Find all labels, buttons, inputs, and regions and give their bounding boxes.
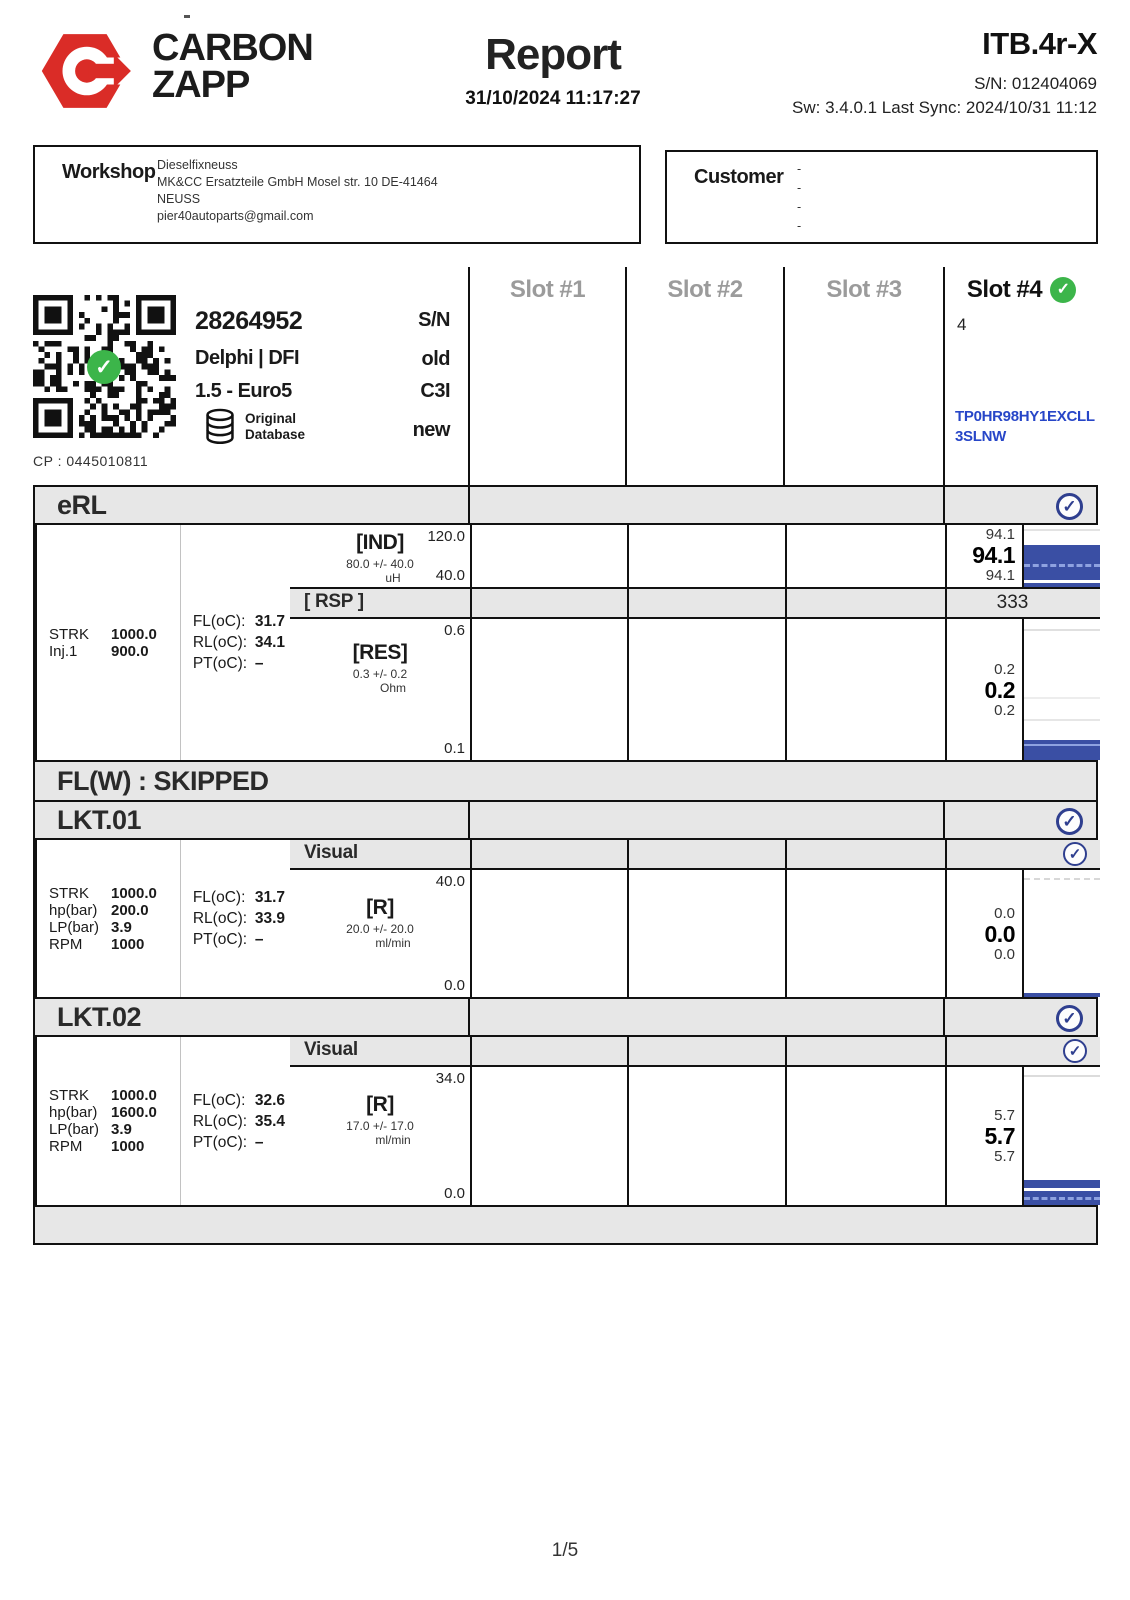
res-test-info: 0.6 0.1 [RES] 0.3 +/- 0.2 Ohm	[290, 619, 470, 760]
lkt02-visual-check-icon: ✓	[1063, 1039, 1087, 1063]
lkt01-conditions-cell	[35, 840, 290, 997]
lkt02-r-slot3-cell	[785, 1067, 945, 1205]
slot-header-row	[33, 267, 1098, 487]
customer-box	[665, 150, 1098, 244]
customer-line: -	[797, 162, 802, 176]
res-test-row	[290, 619, 1100, 760]
carbon-zapp-logo-icon	[38, 26, 132, 116]
ind-result-value: 94.1	[972, 542, 1015, 568]
lkt02-visual-label: Visual	[304, 1039, 358, 1060]
lkt01-title: LKT.01	[57, 805, 142, 835]
erl-section-header	[33, 485, 1098, 525]
lkt02-r-slot1-cell	[470, 1067, 627, 1205]
database-icon	[203, 408, 237, 449]
lkt01-section-header	[33, 800, 1098, 840]
customer-line: -	[797, 200, 802, 214]
customer-line: -	[797, 219, 802, 233]
customer-label: Customer	[694, 166, 784, 188]
res-slot2-cell	[627, 619, 785, 760]
res-result-value: 0.2	[984, 676, 1015, 703]
rsp-slot3-cell	[785, 589, 945, 617]
customer-line: -	[797, 181, 802, 195]
database-label: Original Database	[245, 411, 306, 442]
ind-test-info: 120.0 40.0 [IND] 80.0 +/- 40.0 uH	[290, 525, 470, 587]
rsp-test-info	[290, 589, 470, 617]
ind-test-name: [IND]	[356, 531, 404, 554]
ind-slot4-cell: 94.1 94.1 94.1	[945, 525, 1100, 587]
lkt01-visual-label-cell	[290, 840, 470, 868]
rsp-test-name: [ RSP ]	[304, 591, 364, 612]
lkt01-body	[33, 840, 1098, 999]
label-c3i: C3I	[420, 380, 450, 402]
lkt01-visual-label: Visual	[304, 842, 358, 863]
lkt02-r-slot4-cell: 5.7 5.7 5.7	[945, 1067, 1100, 1205]
lkt02-pass-check-icon: ✓	[1056, 1005, 1083, 1032]
res-test-name: [RES]	[352, 641, 408, 664]
lkt01-visual-slot2	[627, 840, 785, 868]
ind-bar-chart	[1022, 525, 1100, 587]
ind-slot2-cell	[627, 525, 785, 587]
erl-body	[33, 525, 1098, 762]
workshop-city: NEUSS	[157, 192, 201, 206]
slot1-header-cell	[468, 267, 625, 487]
lkt01-r-test-name: [R]	[366, 896, 394, 919]
res-slot4-cell: 0.2 0.2 0.2	[945, 619, 1100, 760]
lkt01-visual-slot3	[785, 840, 945, 868]
lkt01-pass-check-icon: ✓	[1056, 808, 1083, 835]
ind-slot1-cell	[470, 525, 627, 587]
machine-serial: S/N: 012404069	[974, 74, 1097, 93]
lkt01-r-slot1-cell	[470, 870, 627, 997]
lkt01-visual-slot4	[945, 840, 1100, 868]
results-table	[33, 267, 1098, 1245]
lkt02-r-slot2-cell	[627, 1067, 785, 1205]
slot2-header-cell	[625, 267, 783, 487]
lkt01-params: STRK 1000.0 hp(bar) 200.0 LP(bar) 3.9 RPM 1000	[49, 884, 157, 953]
slot2-title: Slot #2	[667, 276, 743, 303]
res-slot3-cell	[785, 619, 945, 760]
ind-test-row	[290, 525, 1100, 589]
lkt01-r-test-row	[290, 870, 1100, 997]
brand-line2: ZAPP	[152, 64, 250, 106]
res-bar-chart	[1022, 619, 1100, 760]
slot4-number: 4	[957, 315, 967, 334]
lkt02-temperatures: FL(oC): 32.6 RL(oC): 35.4 PT(oC): –	[192, 1091, 286, 1151]
lkt02-body	[33, 1037, 1098, 1207]
page-title: Report	[485, 30, 621, 79]
lkt02-visual-slot4	[945, 1037, 1100, 1065]
lkt02-visual-label-cell	[290, 1037, 470, 1065]
rsp-slot2-cell	[627, 589, 785, 617]
workshop-box	[33, 145, 641, 244]
lkt02-r-test-info: 34.0 0.0 [R] 17.0 +/- 17.0 ml/min	[290, 1067, 470, 1205]
report-datetime: 31/10/2024 11:17:27	[465, 88, 641, 109]
machine-model: ITB.4r-X	[982, 26, 1097, 61]
label-sn: S/N	[418, 309, 450, 331]
lkt02-visual-slot1	[470, 1037, 627, 1065]
lkt01-r-result-value: 0.0	[984, 920, 1015, 947]
lkt01-visual-slot1	[470, 840, 627, 868]
injector-part-number: 28264952	[195, 307, 303, 335]
injector-engine: 1.5 - Euro5	[195, 380, 292, 402]
lkt02-conditions-cell	[35, 1037, 290, 1205]
slot4-code: TP0HR98HY1EXCLL 3SLNW	[955, 408, 1095, 445]
erl-params: STRK 1000.0 Inj.1 900.0	[49, 625, 157, 660]
slot4-pass-check-icon: ✓	[1050, 277, 1076, 303]
workshop-name: Dieselfixneuss	[157, 158, 238, 172]
brand-name	[152, 27, 313, 106]
lkt01-r-slot2-cell	[627, 870, 785, 997]
lkt02-params: STRK 1000.0 hp(bar) 1600.0 LP(bar) 3.9 RPM 1000	[49, 1087, 157, 1155]
lkt02-r-test-row	[290, 1067, 1100, 1205]
lkt02-visual-slot3	[785, 1037, 945, 1065]
label-new: new	[412, 419, 450, 441]
rsp-test-row	[290, 589, 1100, 619]
lkt02-visual-row	[290, 1037, 1100, 1067]
rsp-slot1-cell	[470, 589, 627, 617]
qr-code	[33, 295, 176, 438]
slot3-title: Slot #3	[826, 276, 902, 303]
cp-number: CP : 0445010811	[33, 453, 149, 469]
lkt01-visual-row	[290, 840, 1100, 870]
lkt02-visual-slot2	[627, 1037, 785, 1065]
lkt02-section-header	[33, 997, 1098, 1037]
lkt01-r-slot4-cell: 0.0 0.0 0.0	[945, 870, 1100, 997]
table-bottom-bar	[33, 1205, 1098, 1245]
software-sync-info: Sw: 3.4.0.1 Last Sync: 2024/10/31 11:12	[792, 98, 1097, 117]
slot3-header-cell	[783, 267, 943, 487]
slot4-title: Slot #4	[966, 276, 1043, 303]
lkt01-r-bar-chart	[1022, 870, 1100, 997]
lkt02-r-bar-chart	[1022, 1067, 1100, 1205]
flw-section-header	[33, 760, 1098, 802]
slot1-title: Slot #1	[509, 276, 586, 303]
lkt01-visual-check-icon: ✓	[1063, 842, 1087, 866]
qr-verified-check-icon: ✓	[87, 350, 121, 384]
brand-line1: CARBON	[152, 27, 313, 69]
lkt01-r-test-info: 40.0 0.0 [R] 20.0 +/- 20.0 ml/min	[290, 870, 470, 997]
erl-conditions-cell	[35, 525, 290, 760]
injector-info-cell	[33, 267, 468, 487]
erl-temperatures: FL(oC): 31.7 RL(oC): 34.1 PT(oC): –	[192, 613, 286, 672]
workshop-email: pier40autoparts@gmail.com	[157, 209, 314, 223]
flw-title: FL(W) : SKIPPED	[57, 766, 269, 796]
workshop-address: MK&CC Ersatzteile GmbH Mosel str. 10 DE-41464	[157, 175, 438, 189]
res-slot1-cell	[470, 619, 627, 760]
lkt02-title: LKT.02	[57, 1002, 142, 1032]
ind-slot3-cell	[785, 525, 945, 587]
page-number: 1/5	[551, 1540, 579, 1561]
rsp-result-value: 333	[945, 589, 1100, 617]
erl-title: eRL	[57, 490, 107, 520]
label-old: old	[421, 348, 450, 370]
lkt02-r-test-name: [R]	[366, 1093, 394, 1116]
injector-brand: Delphi | DFI	[195, 347, 300, 369]
logo-trademark-mark	[184, 15, 190, 18]
lkt01-temperatures: FL(oC): 31.7 RL(oC): 33.9 PT(oC): –	[192, 889, 286, 948]
workshop-label: Workshop	[62, 161, 156, 183]
erl-pass-check-icon: ✓	[1056, 493, 1083, 520]
slot4-header-cell	[943, 267, 1098, 487]
lkt01-r-slot3-cell	[785, 870, 945, 997]
lkt02-r-result-value: 5.7	[984, 1123, 1015, 1149]
